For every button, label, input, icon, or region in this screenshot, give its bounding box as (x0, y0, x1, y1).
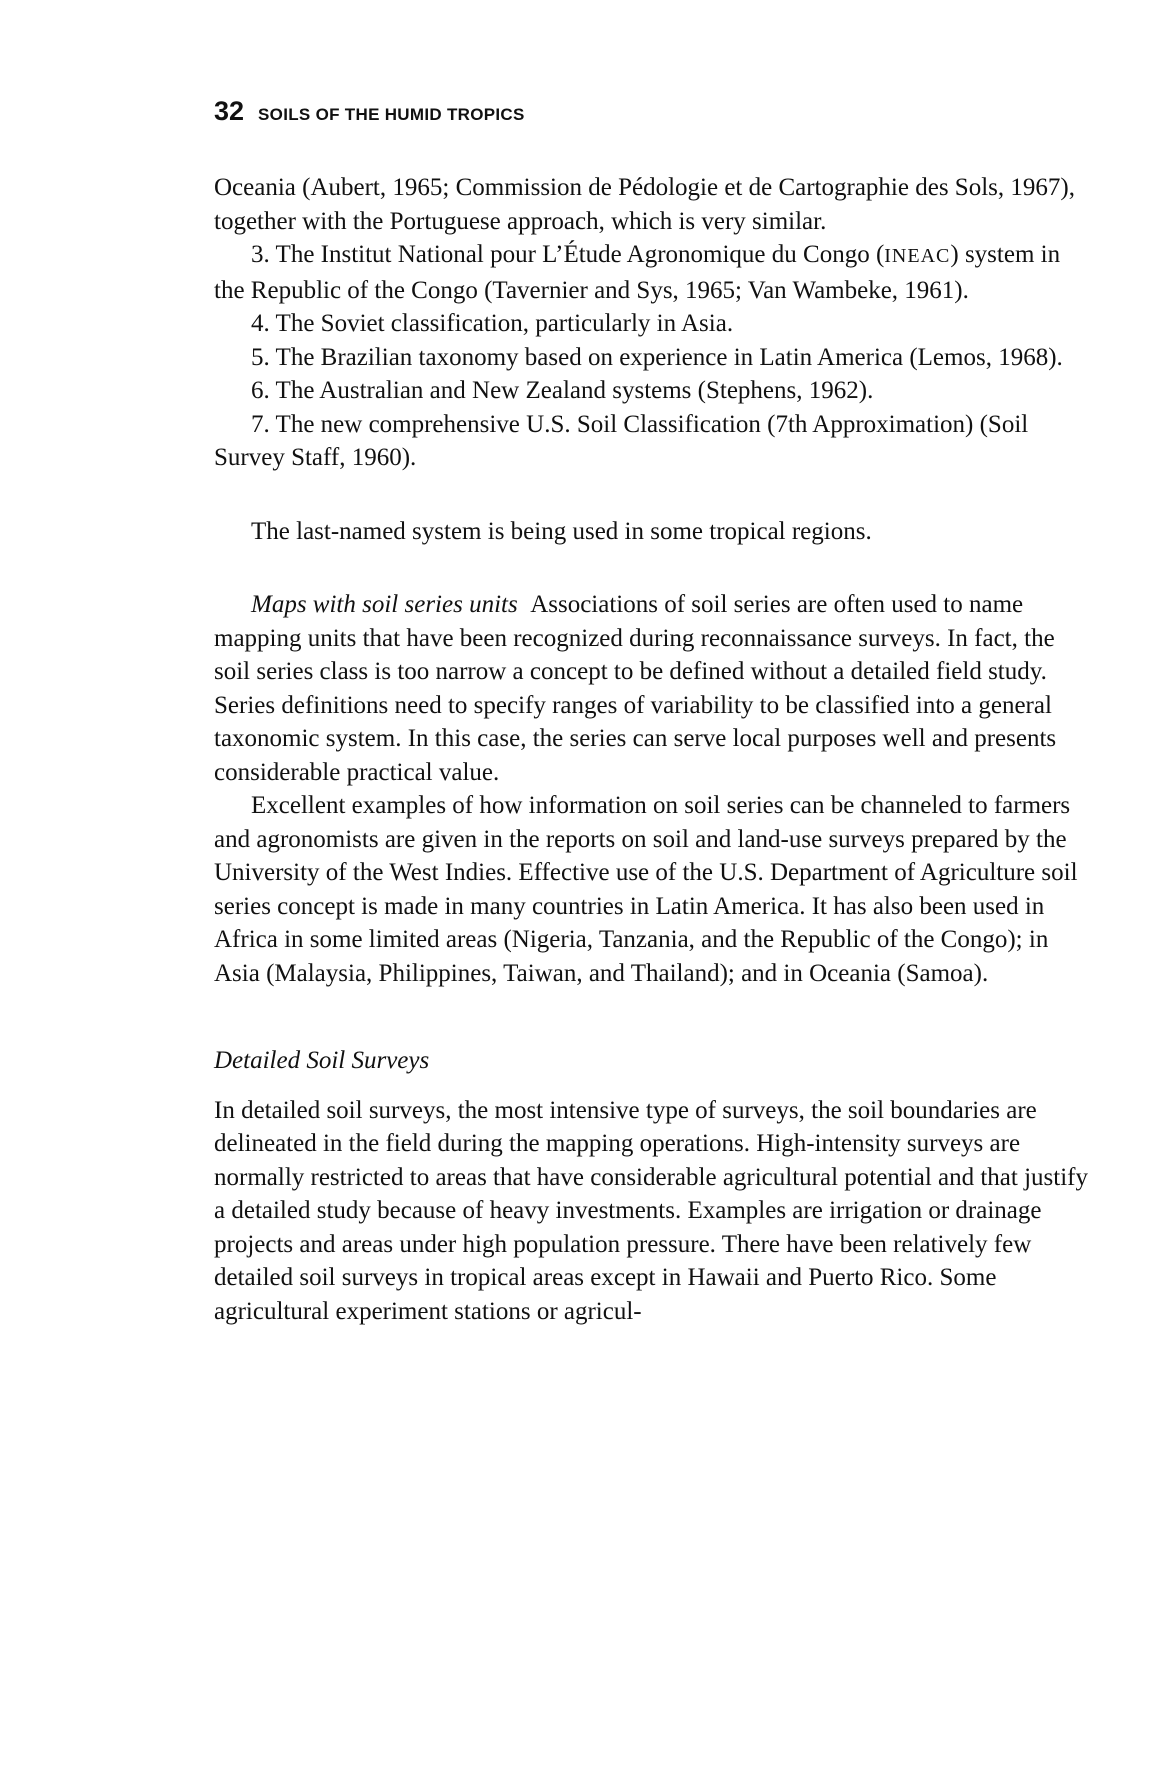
running-head (214, 96, 1094, 127)
list-item-5: 5. The Brazilian taxonomy based on experience in Latin America (Lemos, 1968). (251, 343, 1063, 371)
list-item-3-abbrev: INEAC (884, 245, 951, 267)
running-title: SOILS OF THE HUMID TROPICS (258, 105, 525, 124)
list-item-7: 7. The new comprehensive U.S. Soil Classification (7th Approximation) (Soil Survey Staff, 1960). (214, 410, 1029, 471)
maps-run-in-heading: Maps with soil series units (251, 591, 518, 618)
section-heading-detailed-soil-surveys: Detailed Soil Surveys (214, 1047, 430, 1074)
list-item-3-pre: 3. The Institut National pour L’Étude Agronomique du Congo ( (251, 241, 885, 268)
list-item-4: 4. The Soviet classification, particularly in Asia. (251, 310, 734, 337)
maps-paragraph-2: Excellent examples of how information on soil series can be channeled to farmers and agronomists are given in the reports on soil and land-use surveys prepared by the University of the West Indies. Effective use of the U.S. Department of Agriculture soil series concept is made in many countries in Latin America. It has also been used in Africa in some limited areas (Nigeria, Tanzania, and the Republic of the Congo); in Asia (Malaysia, Philippines, Taiwan, and Thailand); and in Oceania (Samoa). (214, 792, 1078, 987)
maps-paragraph-1-text: Associations of soil series are often used to name mapping units that have been recognized during reconnaissance surveys. In fact, the soil series class is too narrow a concept to be defined without a detailed field study. Series definitions need to specify ranges of variability to be classified into a general taxonomic system. In this case, the series can serve local purposes well and presents considerable practical value. (214, 591, 1057, 786)
list-item-6: 6. The Australian and New Zealand systems (Stephens, 1962). (251, 377, 874, 404)
list-continuation: Oceania (Aubert, 1965; Commission de Pédologie et de Cartographie des Sols, 1967), together with the Portuguese approach, which is very similar. (214, 174, 1075, 235)
maps-paragraph-1 (214, 588, 1094, 789)
book-page (214, 96, 1094, 1328)
detailed-paragraph-1: In detailed soil surveys, the most intensive type of surveys, the soil boundaries are delineated in the field during the mapping operations. High-intensity surveys are normally restricted to areas that have considerable agricultural potential and that justify a detailed study because of heavy investments. Examples are irrigation or drainage projects and areas under high population pressure. There have been relatively few detailed soil surveys in tropical areas except in Hawaii and Puerto Rico. Some agricultural experiment stations or agricul- (214, 1096, 1088, 1325)
list-item-3 (214, 238, 1094, 307)
list-item-3-post: ) system in the Republic of the Congo (Tavernier and Sys, 1965; Van Wambeke, 1961). (214, 241, 1061, 304)
last-named-statement: The last-named system is being used in some tropical regions. (251, 517, 872, 545)
page-number: 32 (214, 96, 245, 126)
